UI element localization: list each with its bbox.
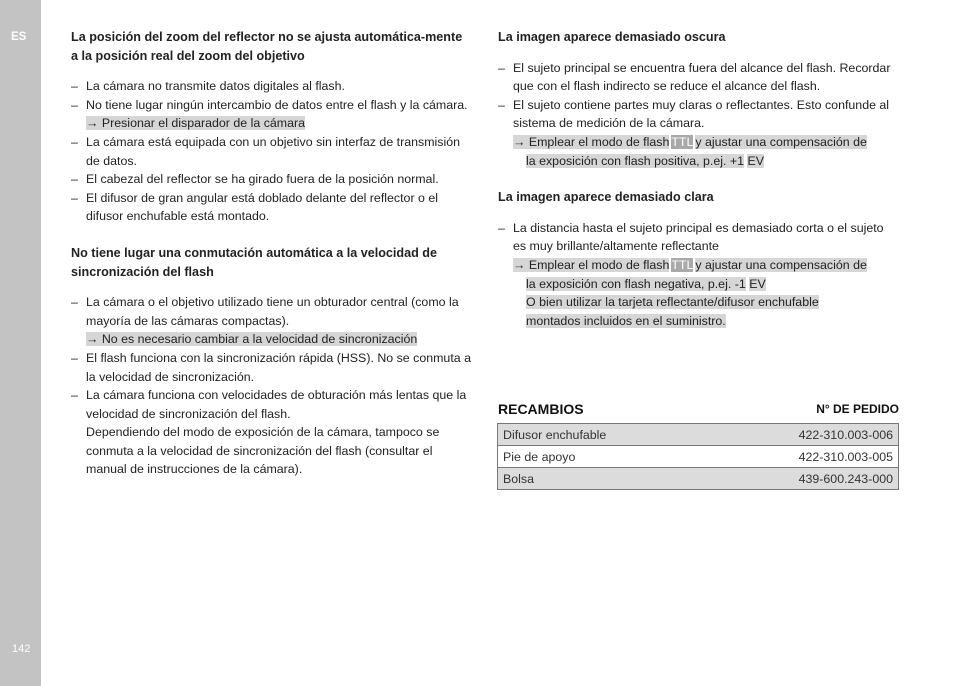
list-item: – El sujeto contiene partes muy claras o reflectantes. Esto confunde al sistema de medición de la cámara. xyxy=(498,96,900,133)
ev-unit: EV xyxy=(747,153,764,168)
spare-parts-title: RECAMBIOS xyxy=(498,401,584,417)
spare-parts-header xyxy=(498,401,899,423)
section-zoom xyxy=(71,28,471,226)
section-heading: La imagen aparece demasiado clara xyxy=(498,190,714,205)
table-row xyxy=(498,468,899,490)
side-tab xyxy=(0,0,41,686)
instruction-note xyxy=(498,256,900,330)
page-number: 142 xyxy=(12,643,31,655)
note-text: → Presionar el disparador de la cámara xyxy=(86,116,306,131)
list-item: – La cámara funciona con velocidades de obturación más lentas que la velocidad de sincronización del flash. xyxy=(71,386,471,423)
list-item: – El sujeto principal se encuentra fuera del alcance del flash. Recordar que con el flash indirecto se reduce el alcance del flash. xyxy=(498,59,900,96)
note-text: → Emplear el modo de flash xyxy=(513,257,670,272)
section-heading: La posición del zoom del reflector no se ajusta automática-mente a la posición real del zoom del objetivo xyxy=(71,30,463,63)
section-heading: No tiene lugar una conmutación automática a la velocidad de sincronización del flash xyxy=(71,245,437,279)
list-item: – No tiene lugar ningún intercambio de datos entre el flash y la cámara. xyxy=(71,96,471,115)
language-label: ES xyxy=(11,31,27,43)
note-text: → Emplear el modo de flash xyxy=(513,134,670,149)
section-heading: La imagen aparece demasiado oscura xyxy=(498,30,726,44)
section-sync xyxy=(71,244,471,479)
table-row xyxy=(498,424,899,446)
right-column xyxy=(498,28,900,330)
note-text: y ajustar una compensación de xyxy=(695,134,867,149)
part-name: Bolsa xyxy=(498,468,707,490)
note-text: la exposición con flash negativa, p.ej. -1 xyxy=(526,276,746,291)
list-item: – La cámara está equipada con un objetivo sin interfaz de transmisión de datos. xyxy=(71,133,471,170)
table-row xyxy=(498,446,899,468)
list-item: – La distancia hasta el sujeto principal es demasiado corta o el sujeto es muy brillante/altamente reflectante xyxy=(498,219,900,256)
list-item: – El difusor de gran angular está doblado delante del reflector o el difusor enchufable está montado. xyxy=(71,189,471,226)
list-item: – El flash funciona con la sincronización rápida (HSS). No se conmuta a la velocidad de sincronización. xyxy=(71,349,471,386)
instruction-note xyxy=(71,330,471,349)
list-item: – El cabezal del reflector se ha girado fuera de la posición normal. xyxy=(71,170,471,189)
spare-parts-table xyxy=(497,423,899,490)
part-name: Difusor enchufable xyxy=(498,424,707,446)
note-text: montados incluidos en el suministro. xyxy=(526,313,726,328)
note-text: y ajustar una compensación de xyxy=(695,257,867,272)
instruction-note xyxy=(498,133,900,170)
section-too-dark xyxy=(498,28,900,170)
section-too-bright xyxy=(498,188,900,330)
ev-unit: EV xyxy=(749,276,766,291)
list-item: – La cámara o el objetivo utilizado tiene un obturador central (como la mayoría de las cámaras compactas). xyxy=(71,293,471,330)
list-item: – La cámara no transmite datos digitales al flash. xyxy=(71,77,471,96)
part-code: 422-310.003-006 xyxy=(706,424,898,446)
order-number-label: N° DE PEDIDO xyxy=(816,402,899,416)
ttl-badge: TTL xyxy=(671,257,694,272)
part-code: 439-600.243-000 xyxy=(706,468,898,490)
part-code: 422-310.003-005 xyxy=(706,446,898,468)
left-column xyxy=(71,28,471,479)
ttl-badge: TTL xyxy=(671,134,694,149)
note-text: → No es necesario cambiar a la velocidad de sincronización xyxy=(86,332,418,347)
note-text: O bien utilizar la tarjeta reflectante/difusor enchufable xyxy=(526,295,819,310)
instruction-note xyxy=(71,114,471,133)
part-name: Pie de apoyo xyxy=(498,446,707,468)
list-item-continuation: Dependiendo del modo de exposición de la cámara, tampoco se conmuta a la velocidad de sincronización del flash (consultar el manual de instrucciones de la cámara). xyxy=(86,425,440,477)
note-text: la exposición con flash positiva, p.ej. +1 xyxy=(526,153,744,168)
